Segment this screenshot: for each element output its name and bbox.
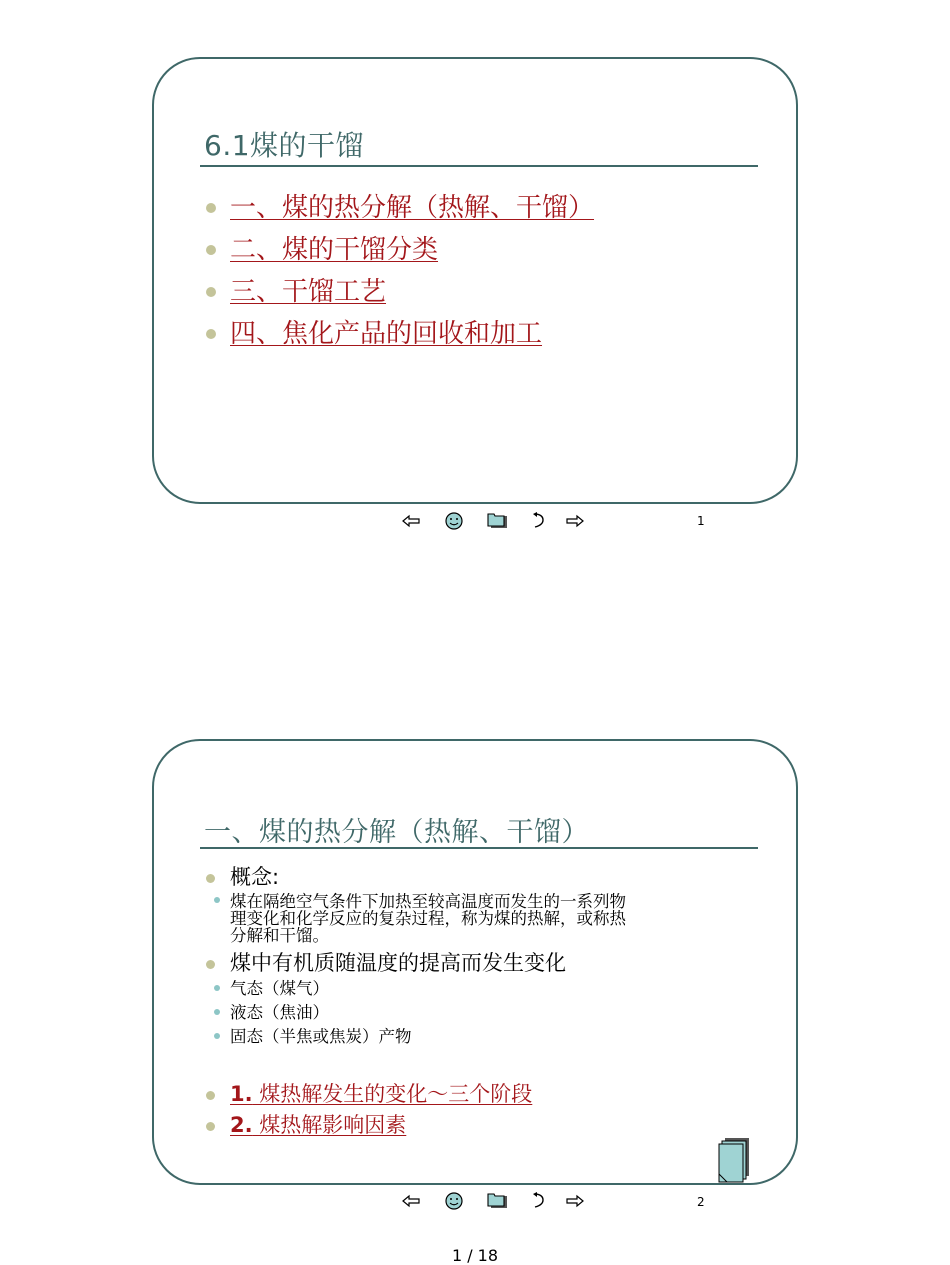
bullet-dot — [206, 203, 216, 213]
topic-link-factors[interactable] — [230, 1113, 406, 1137]
link-number: 1. — [230, 1082, 253, 1106]
sub-bullet-dot — [214, 1033, 220, 1039]
return-arrow-icon[interactable] — [529, 1191, 549, 1211]
topic-link-1[interactable]: 一、煤的热分解（热解、干馏） — [230, 193, 595, 223]
bullet-dot — [206, 329, 216, 339]
bullet-dot — [206, 960, 215, 969]
bullet-dot — [206, 1091, 215, 1100]
slide-1 — [152, 57, 798, 504]
bullet-dot — [206, 245, 216, 255]
return-arrow-icon[interactable] — [529, 511, 549, 531]
sub-bullet-dot — [214, 985, 220, 991]
arrow-right-icon[interactable] — [564, 1191, 586, 1211]
topic-list — [206, 187, 594, 355]
smiley-icon[interactable] — [443, 1191, 465, 1211]
link-text: 煤热解影响因素 — [252, 1113, 407, 1137]
slide-page-number: 1 — [697, 514, 705, 528]
concept-item — [206, 893, 626, 944]
document-stack-icon[interactable] — [717, 1136, 753, 1184]
arrow-left-icon[interactable] — [400, 1191, 422, 1211]
slide-page-number: 2 — [697, 1195, 705, 1209]
topic-link-2[interactable]: 二、煤的干馏分类 — [230, 235, 439, 265]
list-item — [206, 271, 594, 313]
list-item — [206, 949, 626, 977]
concept-line: 理变化和化学反应的复杂过程，称为煤的热解，或称热 — [230, 909, 626, 928]
folder-icon[interactable] — [486, 1191, 510, 1211]
sub-bullet-dot — [214, 1009, 220, 1015]
list-item — [206, 863, 626, 891]
folder-icon[interactable] — [486, 511, 510, 531]
arrow-right-icon[interactable] — [564, 511, 586, 531]
smiley-icon[interactable] — [443, 511, 465, 531]
list-item — [206, 1079, 626, 1110]
list-item — [206, 313, 594, 355]
bullet-dot — [206, 874, 215, 883]
list-item — [206, 1001, 626, 1025]
slide-nav-bar — [400, 511, 586, 531]
slide-title: 一、煤的热分解（热解、干馏） — [204, 817, 589, 848]
list-item — [206, 977, 626, 1001]
link-text: 煤热解发生的变化～三个阶段 — [252, 1082, 533, 1106]
slide-nav-bar — [400, 1191, 586, 1211]
title-divider — [200, 165, 758, 167]
topic-link-4[interactable]: 四、焦化产品的回收和加工 — [230, 319, 543, 349]
topic-link-3[interactable]: 三、干馏工艺 — [230, 277, 387, 307]
slide-2 — [152, 739, 798, 1185]
topic-link-stages[interactable] — [230, 1082, 532, 1106]
bullet-dot — [206, 1122, 215, 1131]
concept-line: 分解和干馏。 — [230, 926, 329, 945]
content-block — [206, 863, 626, 1141]
bullet-dot — [206, 287, 216, 297]
list-item — [206, 187, 594, 229]
slide-title: 6.1煤的干馏 — [204, 129, 365, 162]
state-item: 固态（半焦或焦炭）产物 — [230, 1027, 412, 1046]
state-item: 液态（焦油） — [230, 1003, 329, 1022]
change-label: 煤中有机质随温度的提高而发生变化 — [230, 951, 566, 975]
arrow-left-icon[interactable] — [400, 511, 422, 531]
list-item — [206, 229, 594, 271]
sub-bullet-dot — [214, 897, 220, 903]
title-divider — [200, 847, 758, 849]
concept-line: 煤在隔绝空气条件下加热至较高温度而发生的一系列物 — [230, 892, 626, 911]
link-number: 2. — [230, 1113, 253, 1137]
concept-label: 概念: — [230, 865, 280, 889]
document-page-indicator: 1 / 18 — [451, 1246, 499, 1265]
list-item — [206, 1025, 626, 1049]
list-item — [206, 1110, 626, 1141]
state-item: 气态（煤气） — [230, 979, 329, 998]
